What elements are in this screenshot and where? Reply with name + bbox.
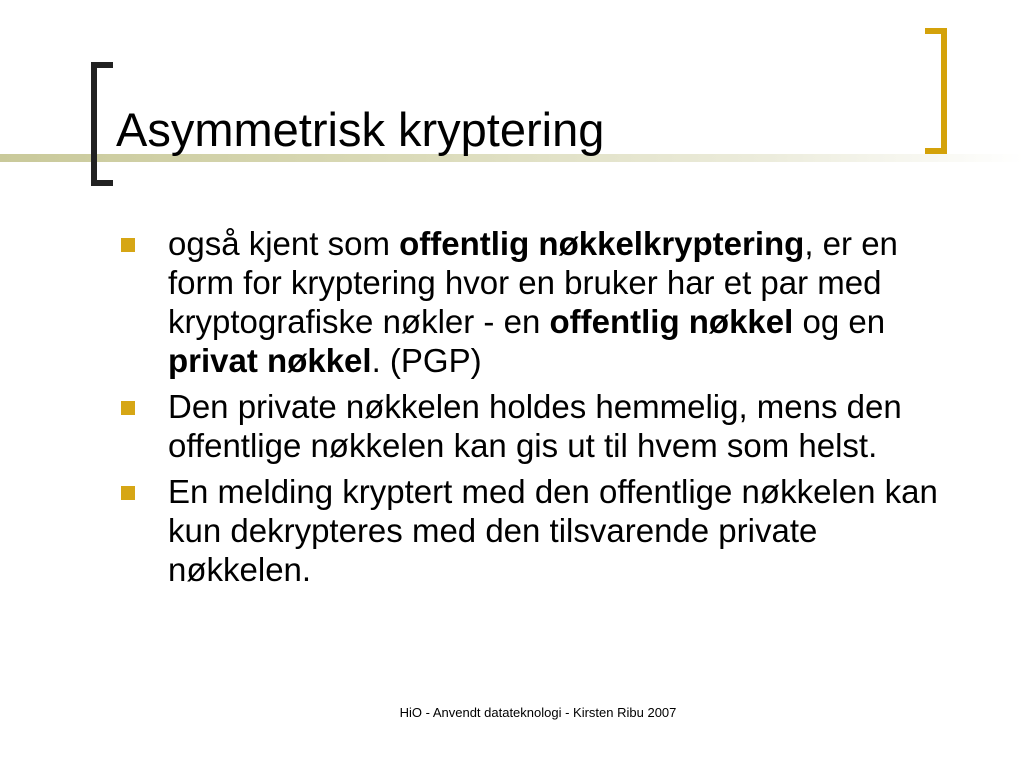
bullet-1-text-2: , er en form for kryptering hvor en bruker har et par med kryptografiske nøkler - en [168, 225, 898, 340]
bullet-item-1 [118, 224, 954, 380]
slide-footer: HiO - Anvendt datateknologi - Kirsten Ribu 2007 [399, 705, 677, 720]
bullet-3-text: En melding kryptert med den offentlige nøkkelen kan kun dekrypteres med den tilsvarende private nøkkelen. [168, 473, 938, 588]
slide-title: Asymmetrisk kryptering [116, 103, 605, 156]
square-bullet-icon [121, 486, 135, 500]
bullet-list [118, 224, 954, 596]
bullet-1-text-3: og en [793, 303, 886, 340]
bullet-item-3 [118, 472, 954, 589]
left-bracket-decoration [91, 62, 113, 186]
bullet-1-text-4: . (PGP) [371, 342, 482, 379]
bullet-1-bold-1: offentlig nøkkelkryptering [399, 225, 805, 262]
bullet-1-bold-2: offentlig nøkkel [549, 303, 794, 340]
square-bullet-icon [121, 238, 135, 252]
bullet-2-text: Den private nøkkelen holdes hemmelig, mens den offentlige nøkkelen kan gis ut til hvem som helst. [168, 388, 902, 464]
right-bracket-decoration [925, 28, 947, 154]
bullet-1-bold-3: privat nøkkel [168, 342, 372, 379]
bullet-1-text-1: også kjent som [168, 225, 400, 262]
square-bullet-icon [121, 401, 135, 415]
bullet-item-2 [118, 387, 954, 465]
